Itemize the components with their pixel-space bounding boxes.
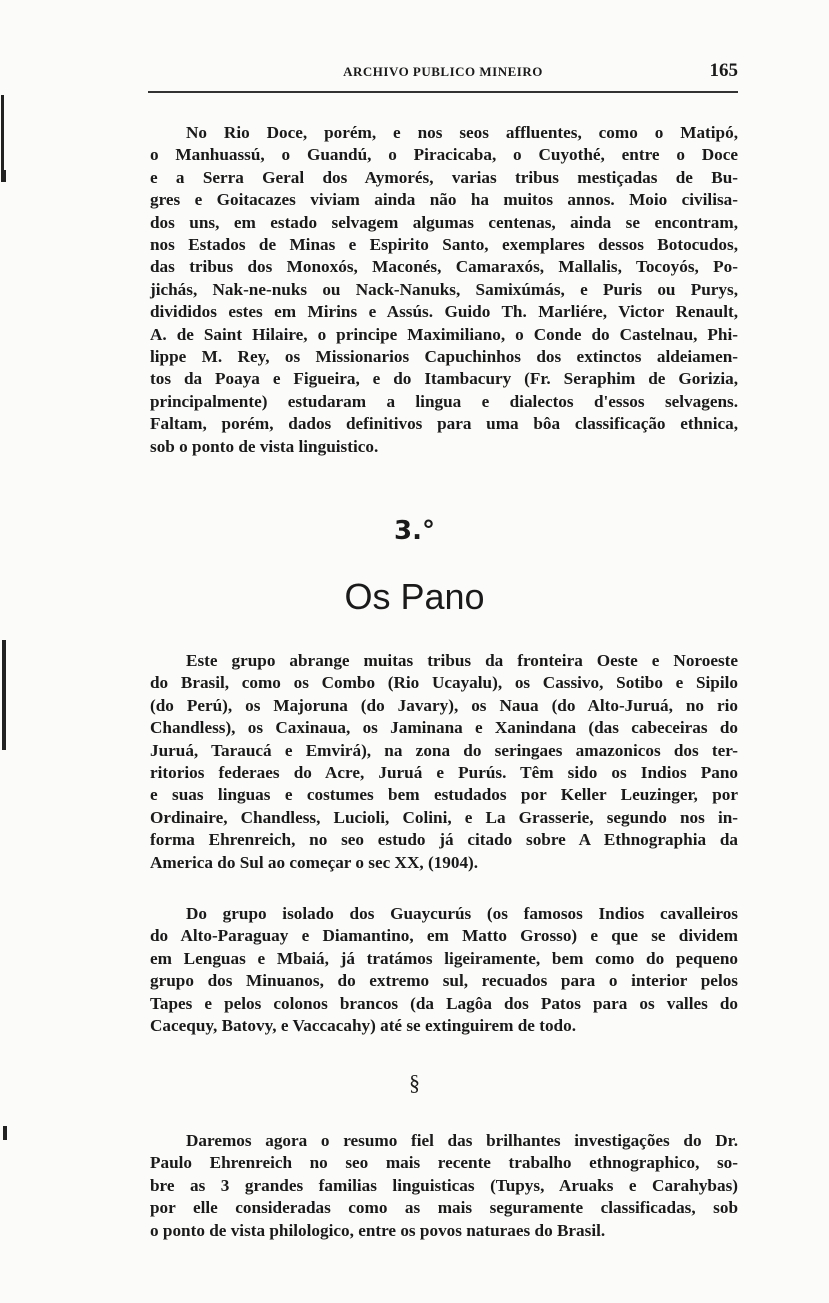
scan-artifact: [3, 1126, 7, 1140]
text-line: lippe M. Rey, os Missionarios Capuchinhos dos extinctos aldeiamen-: [150, 347, 738, 367]
text-line: principalmente) estudaram a lingua e dialectos d'essos selvagens.: [150, 391, 738, 411]
text-line: o ponto de vista philologico, entre os povos naturaes do Brasil.: [150, 1220, 606, 1240]
scan-artifact: [1, 95, 4, 170]
page-header: [148, 60, 738, 88]
paragraph-2: [150, 650, 738, 874]
text-line: No Rio Doce, porém, e nos seos affluentes, como o Matipó,: [186, 123, 738, 142]
text-line: em Lenguas e Mbaiá, já tratámos ligeiramente, bem como do pequeno: [150, 948, 738, 968]
section-mark: §: [409, 1070, 420, 1095]
text-line: Juruá, Taraucá e Emvirá), na zona do seringaes amazonicos dos ter-: [150, 740, 738, 760]
text-line: Chandless), os Caxinaua, os Jaminana e Xanindana (das cabeceiras do: [150, 718, 738, 738]
scan-artifact: [1, 170, 6, 182]
text-line: do Alto-Paraguay e Diamantino, em Matto Grosso) e que se dividem: [150, 926, 738, 946]
text-line: das tribus dos Monoxós, Maconés, Camaraxós, Mallalis, Tocoyós, Po-: [150, 257, 738, 277]
text-line: gres e Goitacazes viviam ainda não ha muitos annos. Moio civilisa-: [150, 190, 738, 210]
paragraph-1: [150, 122, 738, 458]
text-line: Cacequy, Batovy, e Vaccacahy) até se extinguirem de todo.: [150, 1016, 576, 1036]
text-line: tos da Poaya e Figueira, e do Itambacury (Fr. Seraphim de Gorizia,: [150, 369, 738, 389]
text-line: o Manhuassú, o Guandú, o Piracicaba, o Cuyothé, entre o Doce: [150, 145, 738, 165]
text-line: Este grupo abrange muitas tribus da fronteira Oeste e Noroeste: [186, 651, 738, 670]
running-title: ARCHIVO PUBLICO MINEIRO: [343, 64, 543, 79]
text-line: bre as 3 grandes familias linguisticas (Tupys, Aruaks e Carahybas): [150, 1175, 738, 1195]
text-line: Do grupo isolado dos Guaycurús (os famosos Indios cavalleiros: [186, 904, 738, 923]
text-line: Ordinaire, Chandless, Lucioli, Colini, e La Grasserie, segundo nos in-: [150, 807, 738, 827]
text-line: Tapes e pelos colonos brancos (da Lagôa dos Patos para os valles do: [150, 993, 738, 1013]
text-line: jichás, Nak-ne-nuks ou Nack-Nanuks, Samixúmás, e Puris ou Purys,: [150, 279, 738, 299]
section-title: Os Pano: [344, 576, 485, 617]
text-line: Faltam, porém, dados definitivos para uma bôa classificação ethnica,: [150, 414, 738, 434]
section-number: 3.°: [394, 516, 435, 546]
paragraph-3: [150, 903, 738, 1037]
scan-artifact: [2, 640, 6, 750]
page-number: 165: [709, 60, 738, 81]
text-line: ritorios federaes do Acre, Juruá e Purús. Têm sido os Indios Pano: [150, 763, 738, 783]
text-line: forma Ehrenreich, no seo estudo já citado sobre A Ethnographia da: [150, 830, 738, 850]
text-line: e a Serra Geral dos Aymorés, varias tribus mestiçadas de Bu-: [150, 167, 738, 187]
text-line: sob o ponto de vista linguistico.: [150, 436, 379, 456]
header-rule: [148, 91, 738, 93]
text-line: (do Perú), os Majoruna (do Javary), os Naua (do Alto-Juruá, no rio: [150, 695, 738, 715]
text-line: divididos estes em Mirins e Assús. Guido Th. Marliére, Victor Renault,: [150, 302, 738, 322]
text-line: A. de Saint Hilaire, o principe Maximiliano, o Conde do Castelnau, Phi-: [150, 324, 738, 344]
paragraph-4: [150, 1130, 738, 1242]
text-line: Paulo Ehrenreich no seo mais recente trabalho ethnographico, so-: [150, 1153, 738, 1173]
text-line: America do Sul ao começar o sec XX, (1904).: [150, 852, 479, 872]
text-line: do Brasil, como os Combo (Rio Ucayalu), os Cassivo, Sotibo e Sipilo: [150, 673, 738, 693]
text-line: grupo dos Minuanos, do extremo sul, recuados para o interior pelos: [150, 971, 738, 991]
text-line: e suas linguas e costumes bem estudados por Keller Leuzinger, por: [150, 785, 738, 805]
text-line: nos Estados de Minas e Espirito Santo, exemplares dessos Botocudos,: [150, 235, 738, 255]
text-line: Daremos agora o resumo fiel das brilhantes investigações do Dr.: [186, 1131, 738, 1150]
text-line: por elle consideradas como as mais seguramente classificadas, sob: [150, 1198, 738, 1218]
text-line: dos uns, em estado selvagem algumas centenas, ainda se encontram,: [150, 212, 738, 232]
